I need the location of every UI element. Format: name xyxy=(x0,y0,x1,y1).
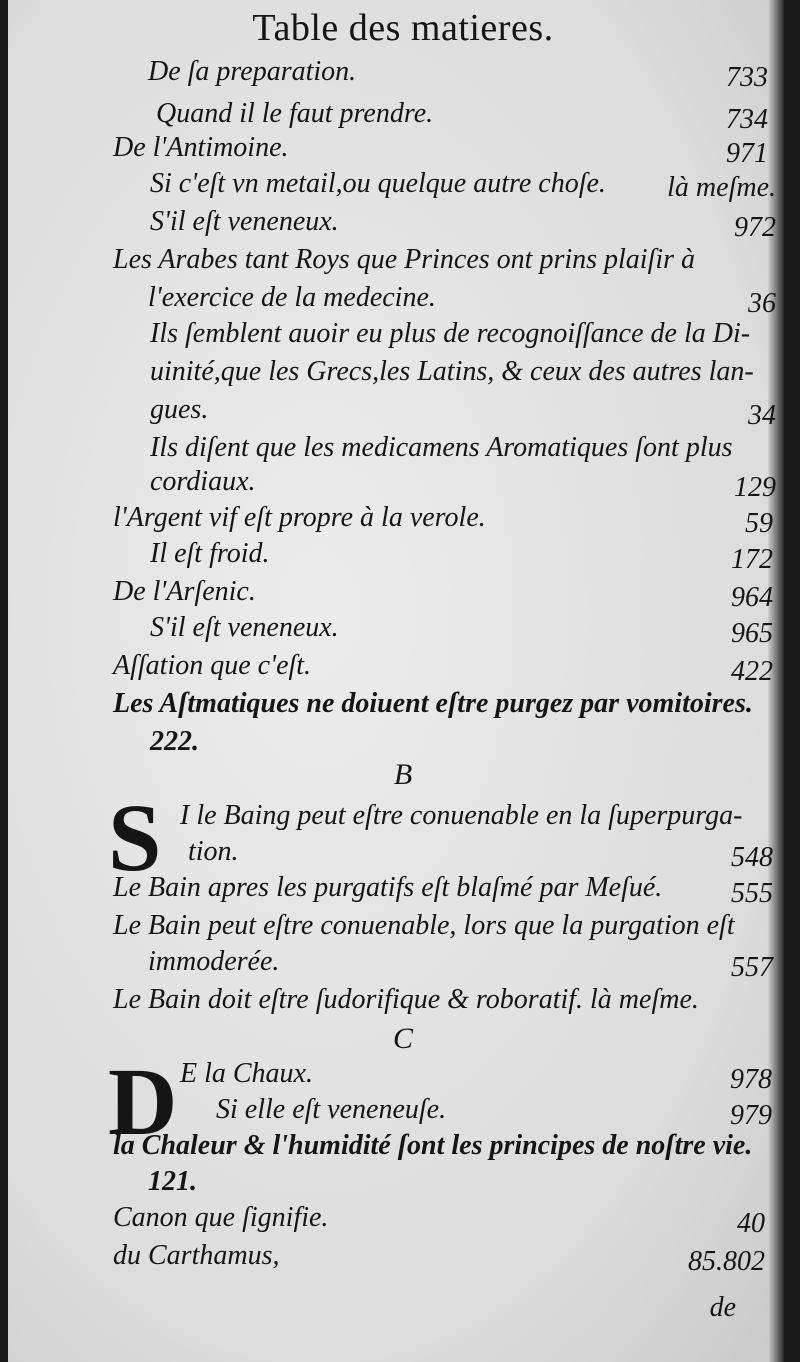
index-entry xyxy=(180,1058,772,1098)
entry-page: 979 xyxy=(730,1100,772,1131)
entry-page: 40 xyxy=(737,1208,765,1239)
index-entry xyxy=(113,1202,765,1242)
entry-text: l'Argent vif eſt propre à la verole. xyxy=(113,502,486,533)
entry-text: Si c'eſt vn metail,ou quelque autre choſe. xyxy=(150,168,606,199)
index-entry xyxy=(150,206,776,246)
entry-text: du Carthamus, xyxy=(113,1240,280,1271)
index-entry: 222. xyxy=(150,726,199,757)
entry-page: 965 xyxy=(731,618,773,649)
index-entry: Ils diſent que les medicamens Aromatiques ſont plus xyxy=(150,432,733,463)
index-entry xyxy=(150,394,776,434)
index-entry: uinité,que les Grecs,les Latins, & ceux des autres lan- xyxy=(150,356,754,387)
book-page xyxy=(8,0,784,1362)
index-entry xyxy=(216,1094,772,1134)
index-entry: Le Bain peut eſtre conuenable, lors que la purgation eſt xyxy=(113,910,735,941)
entry-page: 36 xyxy=(748,288,776,319)
entry-page: 548 xyxy=(731,842,773,873)
entry-page: 172 xyxy=(731,544,773,575)
entry-text: S'il eſt veneneux. xyxy=(150,206,339,237)
index-entry xyxy=(188,836,773,876)
entry-text: De ſa preparation. xyxy=(148,56,357,87)
entry-page: 734 xyxy=(726,104,768,135)
index-entry xyxy=(113,576,773,616)
entry-text: l'exercice de la medecine. xyxy=(148,282,436,313)
entry-text: Canon que ſignifie. xyxy=(113,1202,329,1233)
drop-cap-d: D xyxy=(108,1048,178,1155)
entry-text: De l'Antimoine. xyxy=(113,132,289,163)
entry-text: Quand il le faut prendre. xyxy=(156,98,434,129)
index-entry: 121. xyxy=(148,1166,197,1197)
entry-text: Si elle eſt veneneuſe. xyxy=(216,1094,447,1125)
index-entry: I le Baing peut eſtre conuenable en la ſuperpurga- xyxy=(180,800,743,831)
entry-page: 978 xyxy=(730,1064,772,1095)
entry-page: 555 xyxy=(731,878,773,909)
section-letter-b: B xyxy=(393,758,413,791)
entry-text: E la Chaux. xyxy=(180,1058,313,1089)
index-entry: Le Bain doit eſtre ſudorifique & roboratif. là meſme. xyxy=(113,984,699,1015)
index-entry: Les Aſtmatiques ne doiuent eſtre purgez par vomitoires. xyxy=(113,688,753,719)
entry-page: 422 xyxy=(731,656,773,687)
entry-page: là meſme. xyxy=(667,172,776,203)
section-letter-c: C xyxy=(392,1022,413,1055)
index-entry xyxy=(113,502,773,542)
entry-text: Il eſt froid. xyxy=(150,538,270,569)
index-entry xyxy=(150,168,776,208)
index-entry xyxy=(113,132,768,172)
entry-page: 34 xyxy=(748,400,776,431)
index-entry: Ils ſemblent auoir eu plus de recognoiſſance de la Di- xyxy=(150,318,751,349)
index-entry: Les Arabes tant Roys que Princes ont prins plaiſir à xyxy=(113,244,696,275)
index-entry: la Chaleur & l'humidité ſont les principes de noſtre vie. xyxy=(113,1130,753,1161)
index-entry xyxy=(150,538,773,578)
entry-text: cordiaux. xyxy=(150,466,256,497)
entry-text: immoderée. xyxy=(148,946,280,977)
entry-page: 971 xyxy=(726,138,768,169)
catchword: de xyxy=(709,1292,736,1323)
index-entry xyxy=(150,612,773,652)
index-entry xyxy=(113,872,773,912)
index-entry xyxy=(148,56,768,96)
entry-page: 733 xyxy=(726,62,768,93)
entry-page: 129 xyxy=(734,472,776,503)
entry-text: S'il eſt veneneux. xyxy=(150,612,339,643)
index-entry xyxy=(150,466,776,506)
entry-text: tion. xyxy=(188,836,239,867)
index-entry xyxy=(148,946,773,986)
index-entry xyxy=(113,650,773,690)
drop-cap-s: S xyxy=(108,784,162,891)
entry-text: Le Bain apres les purgatifs eſt blaſmé par Meſué. xyxy=(113,872,663,903)
entry-page: 964 xyxy=(731,582,773,613)
entry-text: Aſſation que c'eſt. xyxy=(113,650,312,681)
entry-page: 972 xyxy=(734,212,776,243)
entry-text: gues. xyxy=(150,394,209,425)
page-header: Table des matieres. xyxy=(252,7,554,49)
index-entry xyxy=(113,1240,765,1280)
entry-page: 59 xyxy=(745,508,773,539)
entry-page: 85.802 xyxy=(688,1246,765,1277)
index-entry xyxy=(148,282,776,322)
entry-text: De l'Arſenic. xyxy=(113,576,256,607)
entry-page: 557 xyxy=(731,952,773,983)
